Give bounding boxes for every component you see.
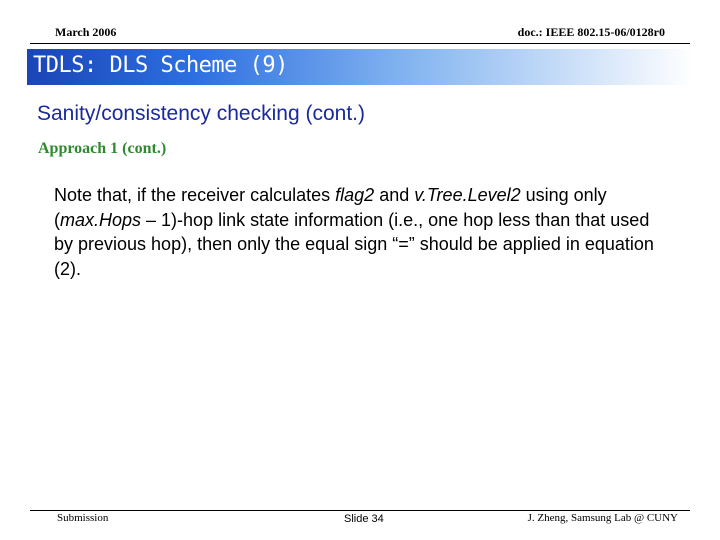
footer-divider (30, 510, 690, 511)
header-divider (30, 43, 690, 44)
header-doc-id: doc.: IEEE 802.15-06/0128r0 (517, 25, 665, 39)
footer-slide-number: Slide 34 (344, 513, 384, 525)
title-bar (27, 49, 693, 85)
slide-title: TDLS: DLS Scheme (9) (33, 53, 288, 78)
body-italic-term: v.Tree.Level2 (414, 185, 521, 205)
slide-subtitle: Sanity/consistency checking (cont.) (37, 102, 365, 125)
body-paragraph (54, 183, 664, 281)
body-italic-term: flag2 (335, 185, 375, 205)
body-text-part: using only ( (54, 185, 607, 230)
footer-author: J. Zheng, Samsung Lab @ CUNY (527, 512, 678, 524)
approach-heading: Approach 1 (cont.) (38, 140, 167, 157)
body-text-part: – 1)-hop link state information (i.e., one hop less than that used by previous hop), then only the equal sign “=” should be applied in equation (2). (54, 209, 654, 279)
body-text-part: and (374, 185, 415, 205)
header-date: March 2006 (55, 25, 117, 39)
footer-submission: Submission (57, 512, 109, 524)
body-text-part: Note that, if the receiver calculates (54, 185, 336, 205)
body-italic-term: max.Hops (60, 209, 142, 230)
